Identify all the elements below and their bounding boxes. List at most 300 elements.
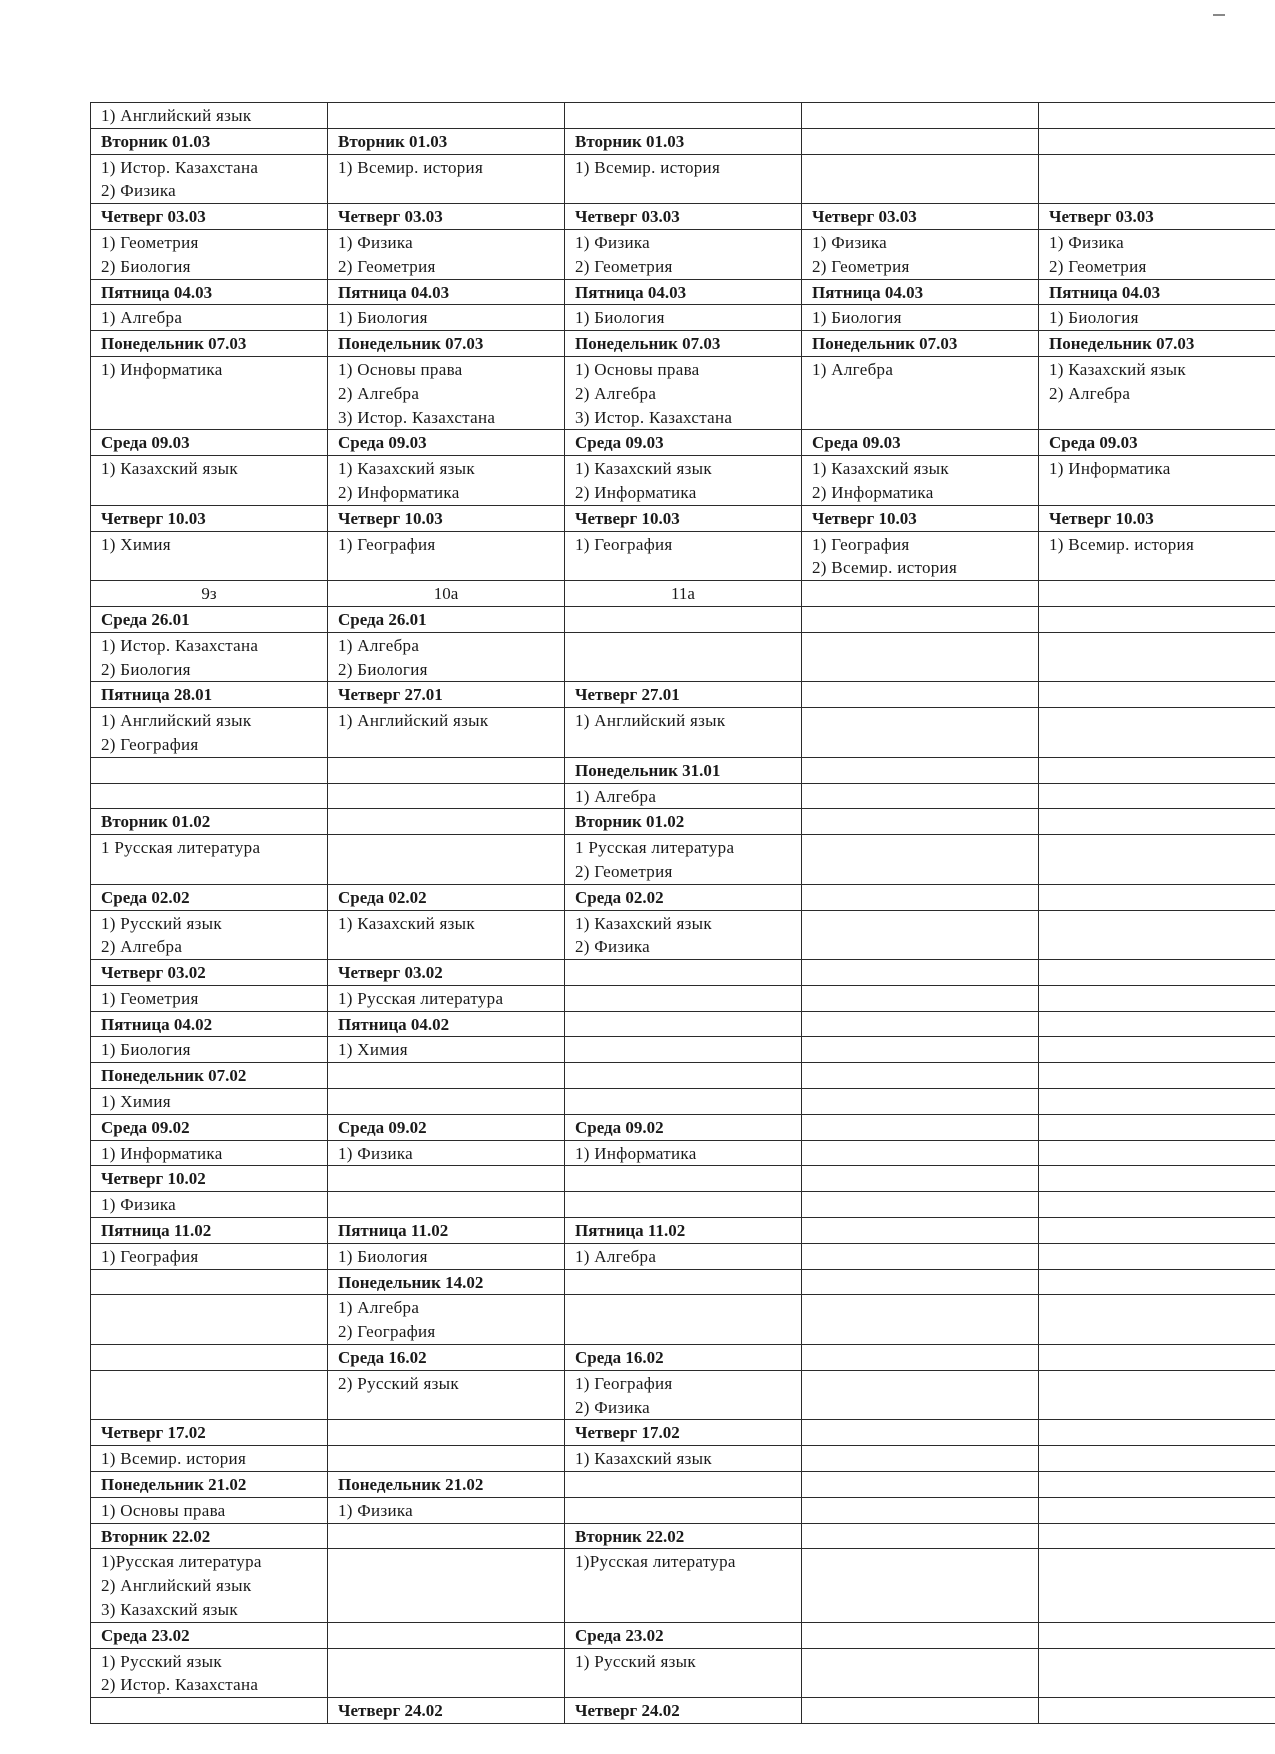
subject-line: 1) Русский язык bbox=[101, 1651, 222, 1671]
subjects-row bbox=[91, 1446, 1275, 1472]
subject-line: 1) Алгебра bbox=[575, 786, 657, 806]
subjects-cell bbox=[1039, 1140, 1275, 1166]
subjects-cell bbox=[802, 910, 1039, 960]
subject-line: 1) Всемир. история bbox=[101, 1449, 247, 1469]
subject-line: 2) Информатика bbox=[575, 482, 697, 502]
subjects-cell bbox=[802, 708, 1039, 758]
subjects-cell bbox=[565, 1497, 802, 1523]
date-cell bbox=[1039, 1063, 1275, 1089]
subject-line: 1 Русская литература bbox=[575, 838, 735, 858]
subjects-cell bbox=[565, 1243, 802, 1269]
subject-line: 1) Русский язык bbox=[575, 1651, 696, 1671]
subjects-row bbox=[91, 1243, 1275, 1269]
date-cell bbox=[565, 960, 802, 986]
subject-line: 2) Алгебра bbox=[101, 937, 183, 957]
date-row bbox=[91, 809, 1275, 835]
subjects-cell bbox=[1039, 1497, 1275, 1523]
subjects-cell bbox=[802, 229, 1039, 279]
subjects-cell bbox=[565, 356, 802, 429]
date-cell: Понедельник 07.03 bbox=[565, 331, 802, 357]
date-cell: Среда 02.02 bbox=[91, 884, 328, 910]
date-cell: Четверг 10.03 bbox=[328, 505, 565, 531]
date-cell: Четверг 10.03 bbox=[565, 505, 802, 531]
date-cell: Пятница 04.03 bbox=[91, 279, 328, 305]
date-cell: Среда 09.03 bbox=[91, 430, 328, 456]
subject-line: 3) Истор. Казахстана bbox=[575, 407, 733, 427]
subject-line: 2) Английский язык bbox=[101, 1576, 252, 1596]
subjects-cell bbox=[1039, 229, 1275, 279]
date-cell: Четверг 03.02 bbox=[91, 960, 328, 986]
date-row bbox=[91, 1345, 1275, 1371]
subjects-cell bbox=[91, 1370, 328, 1420]
subjects-row bbox=[91, 1089, 1275, 1115]
subject-line: 1) Информатика bbox=[575, 1143, 697, 1163]
subject-line: 1) География bbox=[338, 534, 436, 554]
subject-line: 1) Основы права bbox=[338, 359, 463, 379]
subjects-cell bbox=[91, 305, 328, 331]
date-row bbox=[91, 1622, 1275, 1648]
subjects-cell bbox=[91, 154, 328, 204]
subjects-cell bbox=[1039, 708, 1275, 758]
date-cell bbox=[328, 1166, 565, 1192]
subjects-cell bbox=[91, 1648, 328, 1698]
subject-line: 1) Истор. Казахстана bbox=[101, 635, 259, 655]
date-cell: Четверг 03.03 bbox=[802, 204, 1039, 230]
date-cell bbox=[1039, 1269, 1275, 1295]
date-cell: Вторник 01.03 bbox=[91, 128, 328, 154]
subjects-cell bbox=[802, 835, 1039, 885]
date-cell: Четверг 03.03 bbox=[1039, 204, 1275, 230]
subjects-row bbox=[91, 154, 1275, 204]
date-cell bbox=[565, 1269, 802, 1295]
subjects-row bbox=[91, 985, 1275, 1011]
date-row bbox=[91, 1523, 1275, 1549]
date-cell: Пятница 04.03 bbox=[328, 279, 565, 305]
date-row bbox=[91, 430, 1275, 456]
subject-line: 2) География bbox=[101, 734, 199, 754]
date-cell bbox=[802, 1166, 1039, 1192]
subjects-cell bbox=[802, 1243, 1039, 1269]
date-row bbox=[91, 960, 1275, 986]
subjects-row bbox=[91, 1370, 1275, 1420]
date-row bbox=[91, 682, 1275, 708]
date-cell bbox=[802, 1063, 1039, 1089]
date-cell: Среда 26.01 bbox=[328, 606, 565, 632]
subject-line: 1) Физика bbox=[575, 232, 650, 252]
subjects-cell bbox=[328, 1648, 565, 1698]
subjects-cell bbox=[328, 1037, 565, 1063]
subject-line: 1) Английский язык bbox=[338, 711, 489, 731]
subjects-row bbox=[91, 1549, 1275, 1622]
subjects-cell bbox=[91, 1549, 328, 1622]
date-cell bbox=[328, 1622, 565, 1648]
subjects-cell bbox=[328, 456, 565, 506]
date-row bbox=[91, 128, 1275, 154]
date-cell bbox=[328, 809, 565, 835]
date-cell bbox=[1039, 1523, 1275, 1549]
subject-line: 1) Русский язык bbox=[101, 913, 222, 933]
date-cell: Среда 16.02 bbox=[328, 1345, 565, 1371]
date-cell bbox=[1039, 682, 1275, 708]
date-cell bbox=[802, 682, 1039, 708]
subject-line: 1) Казахский язык bbox=[575, 1449, 712, 1469]
subjects-cell bbox=[1039, 1037, 1275, 1063]
date-cell bbox=[1039, 1345, 1275, 1371]
subjects-cell bbox=[328, 1549, 565, 1622]
subjects-cell bbox=[565, 1370, 802, 1420]
schedule-table bbox=[90, 102, 1275, 1724]
subject-line: 1) Основы права bbox=[575, 359, 700, 379]
date-cell: Вторник 22.02 bbox=[91, 1523, 328, 1549]
date-cell: Пятница 11.02 bbox=[565, 1218, 802, 1244]
subjects-cell bbox=[565, 632, 802, 682]
subject-line: 1) Английский язык bbox=[575, 711, 726, 731]
date-row bbox=[91, 1063, 1275, 1089]
subjects-cell bbox=[328, 1192, 565, 1218]
subjects-cell bbox=[91, 531, 328, 581]
subject-line: 1) География bbox=[812, 534, 910, 554]
subject-line: 2) Истор. Казахстана bbox=[101, 1675, 259, 1695]
date-row bbox=[91, 1472, 1275, 1498]
subject-line: 1) Казахский язык bbox=[338, 913, 475, 933]
subject-line: 1) Биология bbox=[1049, 308, 1139, 328]
date-cell: Среда 26.01 bbox=[91, 606, 328, 632]
date-cell bbox=[802, 1345, 1039, 1371]
subjects-cell bbox=[565, 103, 802, 129]
date-cell bbox=[91, 1698, 328, 1724]
date-cell: Понедельник 07.03 bbox=[1039, 331, 1275, 357]
date-row bbox=[91, 1420, 1275, 1446]
date-cell: Пятница 04.03 bbox=[1039, 279, 1275, 305]
subjects-cell bbox=[1039, 985, 1275, 1011]
date-cell bbox=[802, 960, 1039, 986]
subjects-cell bbox=[328, 985, 565, 1011]
subjects-cell bbox=[565, 1192, 802, 1218]
date-cell bbox=[565, 1166, 802, 1192]
date-cell: Понедельник 14.02 bbox=[328, 1269, 565, 1295]
date-cell: Среда 16.02 bbox=[565, 1345, 802, 1371]
date-cell bbox=[328, 1523, 565, 1549]
class-name-cell: 9з bbox=[91, 581, 328, 607]
scan-artifact-mark bbox=[1213, 14, 1225, 16]
subjects-cell bbox=[802, 1037, 1039, 1063]
subjects-cell bbox=[802, 1192, 1039, 1218]
date-cell bbox=[802, 1698, 1039, 1724]
subjects-cell bbox=[91, 985, 328, 1011]
date-cell: Среда 09.02 bbox=[565, 1114, 802, 1140]
date-cell bbox=[565, 1063, 802, 1089]
date-cell bbox=[802, 1420, 1039, 1446]
subjects-row bbox=[91, 910, 1275, 960]
date-cell: Пятница 04.02 bbox=[91, 1011, 328, 1037]
subjects-cell bbox=[1039, 835, 1275, 885]
subjects-cell bbox=[328, 154, 565, 204]
subjects-cell bbox=[91, 910, 328, 960]
subjects-cell bbox=[91, 1243, 328, 1269]
subjects-cell bbox=[802, 985, 1039, 1011]
subjects-cell bbox=[328, 531, 565, 581]
date-cell bbox=[1039, 884, 1275, 910]
subjects-cell bbox=[91, 356, 328, 429]
subjects-cell bbox=[328, 356, 565, 429]
subjects-row bbox=[91, 708, 1275, 758]
date-cell bbox=[1039, 1420, 1275, 1446]
subjects-row bbox=[91, 1648, 1275, 1698]
date-cell bbox=[1039, 809, 1275, 835]
subjects-cell bbox=[565, 1446, 802, 1472]
subject-line: 1) Геометрия bbox=[101, 232, 199, 252]
date-cell: Среда 09.02 bbox=[91, 1114, 328, 1140]
subjects-row bbox=[91, 1295, 1275, 1345]
date-cell bbox=[91, 1269, 328, 1295]
date-cell bbox=[802, 884, 1039, 910]
date-cell bbox=[1039, 1622, 1275, 1648]
date-cell: Четверг 10.03 bbox=[91, 505, 328, 531]
subject-line: 1) Всемир. история bbox=[575, 157, 721, 177]
subject-line: 1) География bbox=[575, 534, 673, 554]
subjects-cell bbox=[565, 154, 802, 204]
subjects-row bbox=[91, 835, 1275, 885]
subjects-cell bbox=[565, 835, 802, 885]
subjects-cell bbox=[91, 1497, 328, 1523]
subjects-cell bbox=[802, 305, 1039, 331]
subjects-cell bbox=[1039, 632, 1275, 682]
date-cell: Понедельник 07.03 bbox=[91, 331, 328, 357]
subject-line: 1)Русская литература bbox=[575, 1552, 736, 1572]
date-cell: Четверг 03.03 bbox=[91, 204, 328, 230]
subjects-cell bbox=[802, 1089, 1039, 1115]
date-cell bbox=[565, 606, 802, 632]
date-cell bbox=[802, 1269, 1039, 1295]
subject-line: 1) Казахский язык bbox=[1049, 359, 1186, 379]
subjects-cell bbox=[91, 456, 328, 506]
subject-line: 1) Биология bbox=[575, 308, 665, 328]
subject-line: 1) Алгебра bbox=[338, 1298, 420, 1318]
subject-line: 2) Русский язык bbox=[338, 1373, 459, 1393]
subjects-cell bbox=[91, 1140, 328, 1166]
subject-line: 2) Геометрия bbox=[575, 861, 673, 881]
subjects-cell bbox=[565, 708, 802, 758]
date-cell bbox=[1039, 606, 1275, 632]
date-cell: Пятница 11.02 bbox=[328, 1218, 565, 1244]
subjects-cell bbox=[565, 229, 802, 279]
subject-line: 1) Биология bbox=[338, 1246, 428, 1266]
subject-line: 1) Казахский язык bbox=[575, 913, 712, 933]
subject-line: 2) Геометрия bbox=[575, 256, 673, 276]
subjects-cell bbox=[91, 1089, 328, 1115]
date-cell bbox=[802, 1472, 1039, 1498]
subject-line: 1) Английский язык bbox=[101, 711, 252, 731]
subject-line: 1) Физика bbox=[812, 232, 887, 252]
date-cell bbox=[91, 757, 328, 783]
date-cell: Среда 23.02 bbox=[91, 1622, 328, 1648]
date-cell: Пятница 28.01 bbox=[91, 682, 328, 708]
subjects-cell bbox=[91, 229, 328, 279]
date-cell: Понедельник 21.02 bbox=[91, 1472, 328, 1498]
subjects-cell bbox=[802, 154, 1039, 204]
subject-line: 1) Физика bbox=[338, 1500, 413, 1520]
subject-line: 1) Казахский язык bbox=[101, 459, 238, 479]
subject-line: 1) Казахский язык bbox=[575, 459, 712, 479]
subjects-cell bbox=[328, 1295, 565, 1345]
subjects-cell bbox=[328, 910, 565, 960]
date-cell: Четверг 27.01 bbox=[565, 682, 802, 708]
subjects-cell bbox=[1039, 456, 1275, 506]
date-cell: Среда 09.03 bbox=[328, 430, 565, 456]
date-cell bbox=[1039, 128, 1275, 154]
date-cell bbox=[802, 1011, 1039, 1037]
subject-line: 2) Алгебра bbox=[575, 383, 657, 403]
subjects-cell bbox=[328, 305, 565, 331]
subject-line: 1) Алгебра bbox=[338, 635, 420, 655]
subjects-cell bbox=[1039, 103, 1275, 129]
class-name-cell bbox=[1039, 581, 1275, 607]
subject-line: 2) Геометрия bbox=[338, 256, 436, 276]
date-row bbox=[91, 279, 1275, 305]
date-cell bbox=[1039, 757, 1275, 783]
subjects-cell bbox=[1039, 1192, 1275, 1218]
date-cell: Вторник 01.03 bbox=[565, 128, 802, 154]
date-cell bbox=[802, 1114, 1039, 1140]
date-cell: Четверг 10.03 bbox=[1039, 505, 1275, 531]
subject-line: 1) Казахский язык bbox=[338, 459, 475, 479]
subject-line: 1) Алгебра bbox=[812, 359, 894, 379]
subjects-cell bbox=[328, 1089, 565, 1115]
subject-line: 1) Истор. Казахстана bbox=[101, 157, 259, 177]
class-name-cell: 10а bbox=[328, 581, 565, 607]
date-cell: Пятница 04.03 bbox=[565, 279, 802, 305]
date-row bbox=[91, 884, 1275, 910]
date-cell bbox=[802, 606, 1039, 632]
date-cell: Вторник 22.02 bbox=[565, 1523, 802, 1549]
date-row bbox=[91, 505, 1275, 531]
date-cell: Среда 09.02 bbox=[328, 1114, 565, 1140]
subject-line: 1) Физика bbox=[101, 1195, 176, 1215]
subject-line: 3) Истор. Казахстана bbox=[338, 407, 496, 427]
date-cell bbox=[328, 1063, 565, 1089]
subjects-cell bbox=[565, 1549, 802, 1622]
subjects-cell bbox=[91, 835, 328, 885]
date-cell: Четверг 03.02 bbox=[328, 960, 565, 986]
subject-line: 2) География bbox=[338, 1322, 436, 1342]
date-cell: Четверг 03.03 bbox=[328, 204, 565, 230]
subject-line: 1) Биология bbox=[101, 1040, 191, 1060]
date-cell: Пятница 04.02 bbox=[328, 1011, 565, 1037]
subject-line: 2) Физика bbox=[575, 937, 650, 957]
subjects-cell bbox=[1039, 154, 1275, 204]
subject-line: 1) Химия bbox=[338, 1040, 408, 1060]
subject-line: 2) Биология bbox=[101, 659, 191, 679]
date-row bbox=[91, 1114, 1275, 1140]
date-cell: Четверг 10.03 bbox=[802, 505, 1039, 531]
subjects-cell bbox=[328, 1446, 565, 1472]
date-row bbox=[91, 1269, 1275, 1295]
subject-line: 1) Физика bbox=[338, 1143, 413, 1163]
date-cell bbox=[1039, 960, 1275, 986]
subjects-cell bbox=[91, 708, 328, 758]
date-cell bbox=[1039, 1114, 1275, 1140]
subjects-cell bbox=[328, 1243, 565, 1269]
subjects-row bbox=[91, 229, 1275, 279]
subject-line: 1) Основы права bbox=[101, 1500, 226, 1520]
date-cell: Среда 09.03 bbox=[802, 430, 1039, 456]
subject-line: 2) Физика bbox=[575, 1397, 650, 1417]
subjects-row bbox=[91, 783, 1275, 809]
subjects-cell bbox=[328, 103, 565, 129]
date-cell bbox=[1039, 1698, 1275, 1724]
subject-line: 1) Физика bbox=[338, 232, 413, 252]
date-cell: Понедельник 07.03 bbox=[328, 331, 565, 357]
date-cell: Понедельник 07.02 bbox=[91, 1063, 328, 1089]
date-cell: Среда 09.03 bbox=[565, 430, 802, 456]
subjects-cell bbox=[565, 910, 802, 960]
subjects-cell bbox=[328, 1497, 565, 1523]
subjects-cell bbox=[1039, 910, 1275, 960]
subject-line: 1) География bbox=[101, 1246, 199, 1266]
date-cell bbox=[802, 1523, 1039, 1549]
subject-line: 1) Казахский язык bbox=[812, 459, 949, 479]
date-cell bbox=[1039, 1166, 1275, 1192]
subjects-row bbox=[91, 1037, 1275, 1063]
date-cell: Вторник 01.02 bbox=[565, 809, 802, 835]
subjects-cell bbox=[1039, 1295, 1275, 1345]
subjects-cell bbox=[565, 1089, 802, 1115]
subject-line: 2) Геометрия bbox=[812, 256, 910, 276]
subjects-row bbox=[91, 1497, 1275, 1523]
subjects-cell bbox=[328, 632, 565, 682]
exam-schedule-sheet bbox=[90, 102, 1275, 1724]
subjects-cell bbox=[565, 1648, 802, 1698]
date-cell bbox=[802, 757, 1039, 783]
subjects-row bbox=[91, 103, 1275, 129]
class-name-cell bbox=[802, 581, 1039, 607]
date-cell: Пятница 04.03 bbox=[802, 279, 1039, 305]
subjects-cell bbox=[328, 229, 565, 279]
date-cell: Понедельник 21.02 bbox=[328, 1472, 565, 1498]
subjects-cell bbox=[328, 1140, 565, 1166]
subject-line: 1)Русская литература bbox=[101, 1552, 262, 1572]
subject-line: 2) Всемир. история bbox=[812, 558, 958, 578]
subjects-cell bbox=[802, 1140, 1039, 1166]
subjects-cell bbox=[565, 1140, 802, 1166]
subject-line: 2) Биология bbox=[101, 256, 191, 276]
subject-line: 1) Информатика bbox=[101, 1143, 223, 1163]
subject-line: 1) Геометрия bbox=[101, 988, 199, 1008]
date-cell bbox=[1039, 1011, 1275, 1037]
date-cell: Четверг 17.02 bbox=[565, 1420, 802, 1446]
subject-line: 1) Физика bbox=[1049, 232, 1124, 252]
subjects-cell bbox=[1039, 1089, 1275, 1115]
date-cell: Пятница 11.02 bbox=[91, 1218, 328, 1244]
subjects-row bbox=[91, 632, 1275, 682]
subjects-row bbox=[91, 356, 1275, 429]
subject-line: 2) Геометрия bbox=[1049, 256, 1147, 276]
subject-line: 1) Химия bbox=[101, 1092, 171, 1112]
subjects-cell bbox=[1039, 1370, 1275, 1420]
date-cell: Среда 23.02 bbox=[565, 1622, 802, 1648]
subjects-cell bbox=[802, 1370, 1039, 1420]
date-row bbox=[91, 1011, 1275, 1037]
subjects-cell bbox=[1039, 1549, 1275, 1622]
subjects-cell bbox=[565, 456, 802, 506]
subjects-cell bbox=[802, 1295, 1039, 1345]
subjects-cell bbox=[328, 1370, 565, 1420]
subjects-cell bbox=[1039, 531, 1275, 581]
date-cell: Вторник 01.02 bbox=[91, 809, 328, 835]
subjects-cell bbox=[328, 783, 565, 809]
date-row bbox=[91, 331, 1275, 357]
date-cell bbox=[802, 1218, 1039, 1244]
